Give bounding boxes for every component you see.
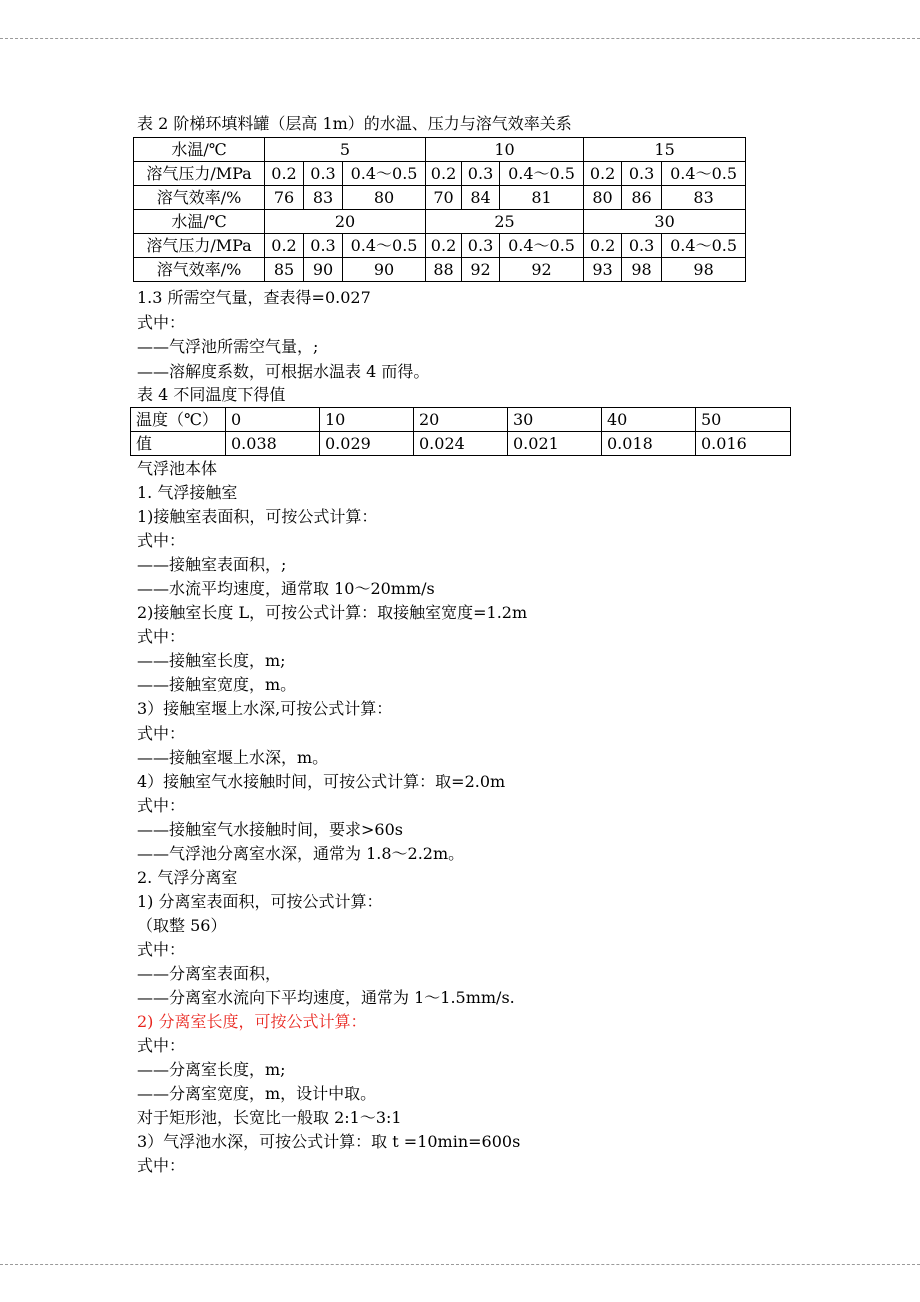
efficiency-value: 83 xyxy=(304,186,343,210)
table4-cell: 值 xyxy=(131,432,226,456)
table4-cell: 30 xyxy=(508,408,602,432)
efficiency-value: 80 xyxy=(584,186,622,210)
pressure-value: 0.3 xyxy=(304,162,343,186)
text-line: 1.3 所需空气量，查表得=0.027 xyxy=(137,288,371,307)
temp-value: 15 xyxy=(584,138,746,162)
pressure-value: 0.3 xyxy=(462,234,500,258)
efficiency-value: 86 xyxy=(622,186,662,210)
page-top-rule xyxy=(0,38,920,39)
table4-cell: 20 xyxy=(414,408,508,432)
table4 xyxy=(130,407,791,456)
text-line: 式中： xyxy=(137,531,186,551)
efficiency-value: 85 xyxy=(265,258,304,282)
temp-value: 20 xyxy=(265,210,426,234)
text-line: 式中： xyxy=(137,1156,186,1176)
temp-value: 10 xyxy=(426,138,584,162)
text-line: 式中： xyxy=(137,627,186,647)
text-line: ——分离室水流向下平均速度，通常为 1～1.5mm/s. xyxy=(137,988,515,1008)
pressure-value: 0.2 xyxy=(265,162,304,186)
text-line: 式中： xyxy=(137,939,186,959)
table4-cell: 10 xyxy=(320,408,414,432)
efficiency-label: 溶气效率/% xyxy=(134,258,265,282)
table2-efficiency-row xyxy=(134,186,746,210)
pressure-value: 0.2 xyxy=(584,234,622,258)
table4-cell: 0.024 xyxy=(414,432,508,456)
table4-cell: 0.016 xyxy=(696,432,791,456)
efficiency-value: 81 xyxy=(500,186,584,210)
temp-value: 30 xyxy=(584,210,746,234)
table4-cell: 40 xyxy=(602,408,696,432)
pressure-label: 溶气压力/MPa xyxy=(134,234,265,258)
efficiency-value: 84 xyxy=(462,186,500,210)
temp-value: 25 xyxy=(426,210,584,234)
table2-caption: 表 2 阶梯环填料罐（层高 1m）的水温、压力与溶气效率关系 xyxy=(137,114,572,133)
table4-value-row xyxy=(131,432,791,456)
efficiency-value: 98 xyxy=(622,258,662,282)
text-line: ——接触室表面积，; xyxy=(137,555,287,575)
text-line: ——接触室堰上水深，m。 xyxy=(137,747,329,767)
text-line: ——气浮池分离室水深，通常为 1.8～2.2m。 xyxy=(137,843,465,863)
text-line: 气浮池本体 xyxy=(137,459,218,478)
table4-cell: 0.029 xyxy=(320,432,414,456)
text-line: ——接触室宽度，m。 xyxy=(137,675,297,695)
text-line: 式中： xyxy=(137,1036,186,1056)
flotation-tank-body xyxy=(137,457,527,1178)
text-line: 2)接触室长度 L，可按公式计算：取接触室宽度=1.2m xyxy=(137,603,528,623)
pressure-value: 0.4～0.5 xyxy=(662,162,746,186)
efficiency-value: 90 xyxy=(304,258,343,282)
pressure-label: 溶气压力/MPa xyxy=(134,162,265,186)
pressure-value: 0.4～0.5 xyxy=(662,234,746,258)
text-line: ——分离室长度，m; xyxy=(137,1060,286,1080)
text-line: ——溶解度系数，可根据水温表 4 而得。 xyxy=(137,361,430,381)
efficiency-value: 90 xyxy=(343,258,426,282)
highlighted-text-line: 2) 分离室长度，可按公式计算： xyxy=(137,1012,367,1032)
text-line: ——分离室表面积， xyxy=(137,963,282,983)
table2-efficiency-row xyxy=(134,258,746,282)
efficiency-value: 88 xyxy=(426,258,462,282)
text-line: 式中： xyxy=(137,795,186,815)
pressure-value: 0.2 xyxy=(426,234,462,258)
pressure-value: 0.4～0.5 xyxy=(500,162,584,186)
text-line: ——气浮池所需空气量，; xyxy=(137,337,319,356)
text-line: 4）接触室气水接触时间，可按公式计算：取=2.0m xyxy=(137,771,506,791)
table2 xyxy=(133,137,746,282)
pressure-value: 0.3 xyxy=(622,162,662,186)
text-line: 1) 分离室表面积，可按公式计算： xyxy=(137,891,383,911)
page-bottom-rule xyxy=(0,1264,920,1265)
efficiency-value: 76 xyxy=(265,186,304,210)
efficiency-label: 溶气效率/% xyxy=(134,186,265,210)
table4-caption: 表 4 不同温度下得值 xyxy=(137,385,286,404)
table4-temperature-row xyxy=(131,408,791,432)
efficiency-value: 70 xyxy=(426,186,462,210)
text-line: 1. 气浮接触室 xyxy=(137,483,238,503)
pressure-value: 0.2 xyxy=(426,162,462,186)
text-line: 1)接触室表面积，可按公式计算： xyxy=(137,507,378,527)
pressure-value: 0.3 xyxy=(462,162,500,186)
pressure-value: 0.4～0.5 xyxy=(343,234,426,258)
pressure-value: 0.2 xyxy=(584,162,622,186)
text-line: ——分离室宽度，m，设计中取。 xyxy=(137,1084,377,1104)
text-line: 3）接触室堰上水深,可按公式计算： xyxy=(137,699,393,719)
table4-cell: 0.038 xyxy=(226,432,320,456)
efficiency-value: 80 xyxy=(343,186,426,210)
text-line: ——水流平均速度，通常取 10～20mm/s xyxy=(137,579,435,599)
table4-cell: 0.018 xyxy=(602,432,696,456)
air-requirement-section xyxy=(137,286,429,384)
pressure-value: 0.4～0.5 xyxy=(500,234,584,258)
table2-temp-row xyxy=(134,210,746,234)
temp-value: 5 xyxy=(265,138,426,162)
pressure-value: 0.3 xyxy=(304,234,343,258)
text-line: ——接触室气水接触时间，要求>60s xyxy=(137,819,403,839)
text-line: ——接触室长度，m; xyxy=(137,651,286,671)
efficiency-value: 93 xyxy=(584,258,622,282)
text-line: 式中： xyxy=(137,312,186,332)
pressure-value: 0.2 xyxy=(265,234,304,258)
pressure-value: 0.4～0.5 xyxy=(343,162,426,186)
table4-cell: 0.021 xyxy=(508,432,602,456)
text-line: 2. 气浮分离室 xyxy=(137,867,238,887)
table4-cell: 温度（℃） xyxy=(131,408,226,432)
pressure-value: 0.3 xyxy=(622,234,662,258)
text-line: 3）气浮池水深，可按公式计算：取 t =10min=600s xyxy=(137,1132,521,1152)
text-line: （取整 56） xyxy=(137,915,227,935)
table2-pressure-row xyxy=(134,162,746,186)
table2-temp-row xyxy=(134,138,746,162)
table4-cell: 0 xyxy=(226,408,320,432)
efficiency-value: 92 xyxy=(462,258,500,282)
table2-pressure-row xyxy=(134,234,746,258)
efficiency-value: 92 xyxy=(500,258,584,282)
table4-cell: 50 xyxy=(696,408,791,432)
efficiency-value: 83 xyxy=(662,186,746,210)
temp-label: 水温/℃ xyxy=(134,210,265,234)
text-line: 式中： xyxy=(137,723,186,743)
temp-label: 水温/℃ xyxy=(134,138,265,162)
efficiency-value: 98 xyxy=(662,258,746,282)
text-line: 对于矩形池，长宽比一般取 2:1～3:1 xyxy=(137,1108,402,1128)
